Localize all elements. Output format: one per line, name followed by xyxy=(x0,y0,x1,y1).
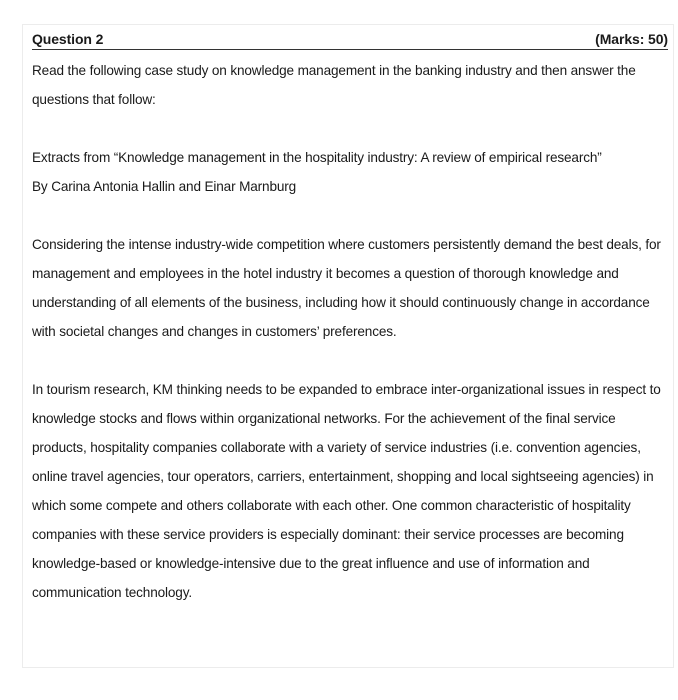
extract-authors: By Carina Antonia Hallin and Einar Marnburg xyxy=(32,179,297,194)
intro-paragraph: Read the following case study on knowledge management in the banking industry and then answer the questions that follow: xyxy=(32,63,636,107)
spacer xyxy=(32,346,668,375)
question-marks: (Marks: 50) xyxy=(595,31,668,47)
case-paragraph-2: In tourism research, KM thinking needs to be expanded to embrace inter-organizational issues in respect to knowledge stocks and flows within organizational networks. For the achievement of the final service products, hospitality companies collaborate with a variety of service industries (i.e. convention agencies, online travel agencies, tour operators, carriers, entertainment, shopping and local sightseeing agencies) in which some compete and others collaborate with each other. One common characteristic of hospitality companies with these service providers is especially dominant: their service processes are becoming knowledge-based or knowledge-intensive due to the great influence and use of information and communication technology. xyxy=(32,382,661,600)
spacer xyxy=(32,114,668,143)
question-body xyxy=(32,56,668,607)
extract-title: Extracts from “Knowledge management in the hospitality industry: A review of empirical research” xyxy=(32,150,602,165)
question-title: Question 2 xyxy=(32,31,104,47)
case-paragraph-1: Considering the intense industry-wide competition where customers persistently demand the best deals, for management and employees in the hotel industry it becomes a question of thorough knowledge and understanding of all elements of the business, including how it should continuously change in accordance with societal changes and changes in customers’ preferences. xyxy=(32,237,661,339)
spacer xyxy=(32,201,668,230)
question-header xyxy=(32,30,668,50)
